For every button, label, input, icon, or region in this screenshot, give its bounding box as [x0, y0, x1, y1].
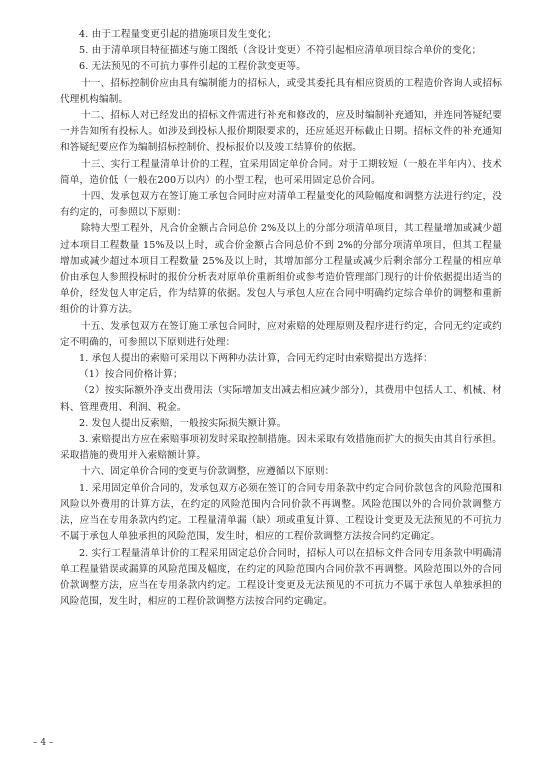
paragraph: 十一、招标控制价应由具有编制能力的招标人，或受其委托具有相应资质的工程造价咨询人或招标代理机构编制。 [60, 77, 502, 105]
paragraph: 十六、固定单价合同的变更与价款调整，应遵循以下原则： [81, 466, 335, 478]
paragraph: 十五、发承包双方在签订施工承包合同时，应对索赔的处理原则及程序进行约定，合同无约定或约定不明确的，可参照以下原则进行处理： [60, 320, 502, 348]
paragraph: 3. 索赔提出方应在索赔事项初发时采取控制措施。因未采取有效措施而扩大的损失由其自行承担。采取措施的费用并入索赔额计算。 [60, 434, 502, 462]
paragraph: 2. 发包人提出反索赔，一般按实际损失额计算。 [79, 417, 287, 429]
page-number: – 4 – [33, 738, 54, 748]
paragraph: 十四、发承包双方在签订施工承包合同时应对清单工程量变化的风险幅度和调整方法进行约定，没有约定的，可参照以下原则： [60, 191, 502, 219]
document-body [60, 27, 502, 610]
paragraph: （1）按合同价格计算； [79, 369, 183, 381]
paragraph: 6. 无法预见的不可抗力事件引起的工程价款变更等。 [79, 61, 307, 73]
paragraph: 5. 由于清单项目特征描述与施工图纸（含设计变更）不符引起相应清单项目综合单价的变化； [79, 45, 482, 57]
paragraph: 1. 采用固定单价合同的，发承包双方必须在签订的合同专用条款中约定合同价款包含的风险范围和风险以外费用的计算方法，在约定的风险范围内合同价款不再调整。风险范围以外的合同价款调整方法，应当在专用条款内约定。工程量清单漏（缺）项或重复计算、工程设计变更及无法预见的不可抗力不属于承包人单独承担的风险范围，发生时，相应的工程价款调整方法按合同约定确定。 [60, 482, 502, 543]
paragraph: 4. 由于工程量变更引起的措施项目发生变化； [79, 29, 277, 40]
paragraph: 十三、实行工程量清单计价的工程，宜采用固定单价合同。对于工期较短（一般在半年内）、技术简单，造价低（一般在200万以内）的小型工程，也可采用固定总价合同。 [60, 158, 502, 186]
paragraph: 十二、招标人对已经发出的招标文件需进行补充和修改的，应及时编制补充通知，并连同答疑纪要一并告知所有投标人。如涉及到投标人报价期限要求的，还应延迟开标截止日期。招标文件的补充通知和答疑纪要应作为编制招标控制价、投标报价以及竣工结算价的依据。 [60, 110, 502, 154]
paragraph: （2）按实际额外净支出费用法（实际增加支出减去相应减少部分），其费用中包括人工、机械、材料、管理费用、利润、税金。 [60, 385, 502, 413]
paragraph: 除特大型工程外，凡合价金额占合同总价 2%及以上的分部分项清单项目，其工程量增加或减少超过本项目工程数量 15%及以上时，或合价金额占合同总价不到 2%的分部分项清单项目，但其工程量增加或减少超过本项目工程数量 25%及以上时，其增加部分工程量或减少后剩余部分工程量的相应单价由承包人参照投标时的报价分析表对原单价重新组价或参考造价管理部门现行的计价依据提出适当的单价，经发包人审定后，作为结算的依据。发包人与承包人应在合同中明确约定综合单价的调整和重新组价的计算方法。 [60, 223, 502, 316]
paragraph: 2. 实行工程量清单计价的工程采用固定总价合同时，招标人可以在招标文件合同专用条款中明确清单工程量错误或漏算的风险范围及幅度，在约定的风险范围内合同价款不再调整。风险范围以外的合同价款调整方法，应当在专用条款内约定。工程设计变更及无法预见的不可抗力不属于承包人单独承担的风险范围，发生时，相应的工程价款调整方法按合同约定确定。 [60, 547, 502, 608]
paragraph: 1. 承包人提出的索赔可采用以下两种办法计算，合同无约定时由索赔提出方选择： [79, 353, 433, 365]
